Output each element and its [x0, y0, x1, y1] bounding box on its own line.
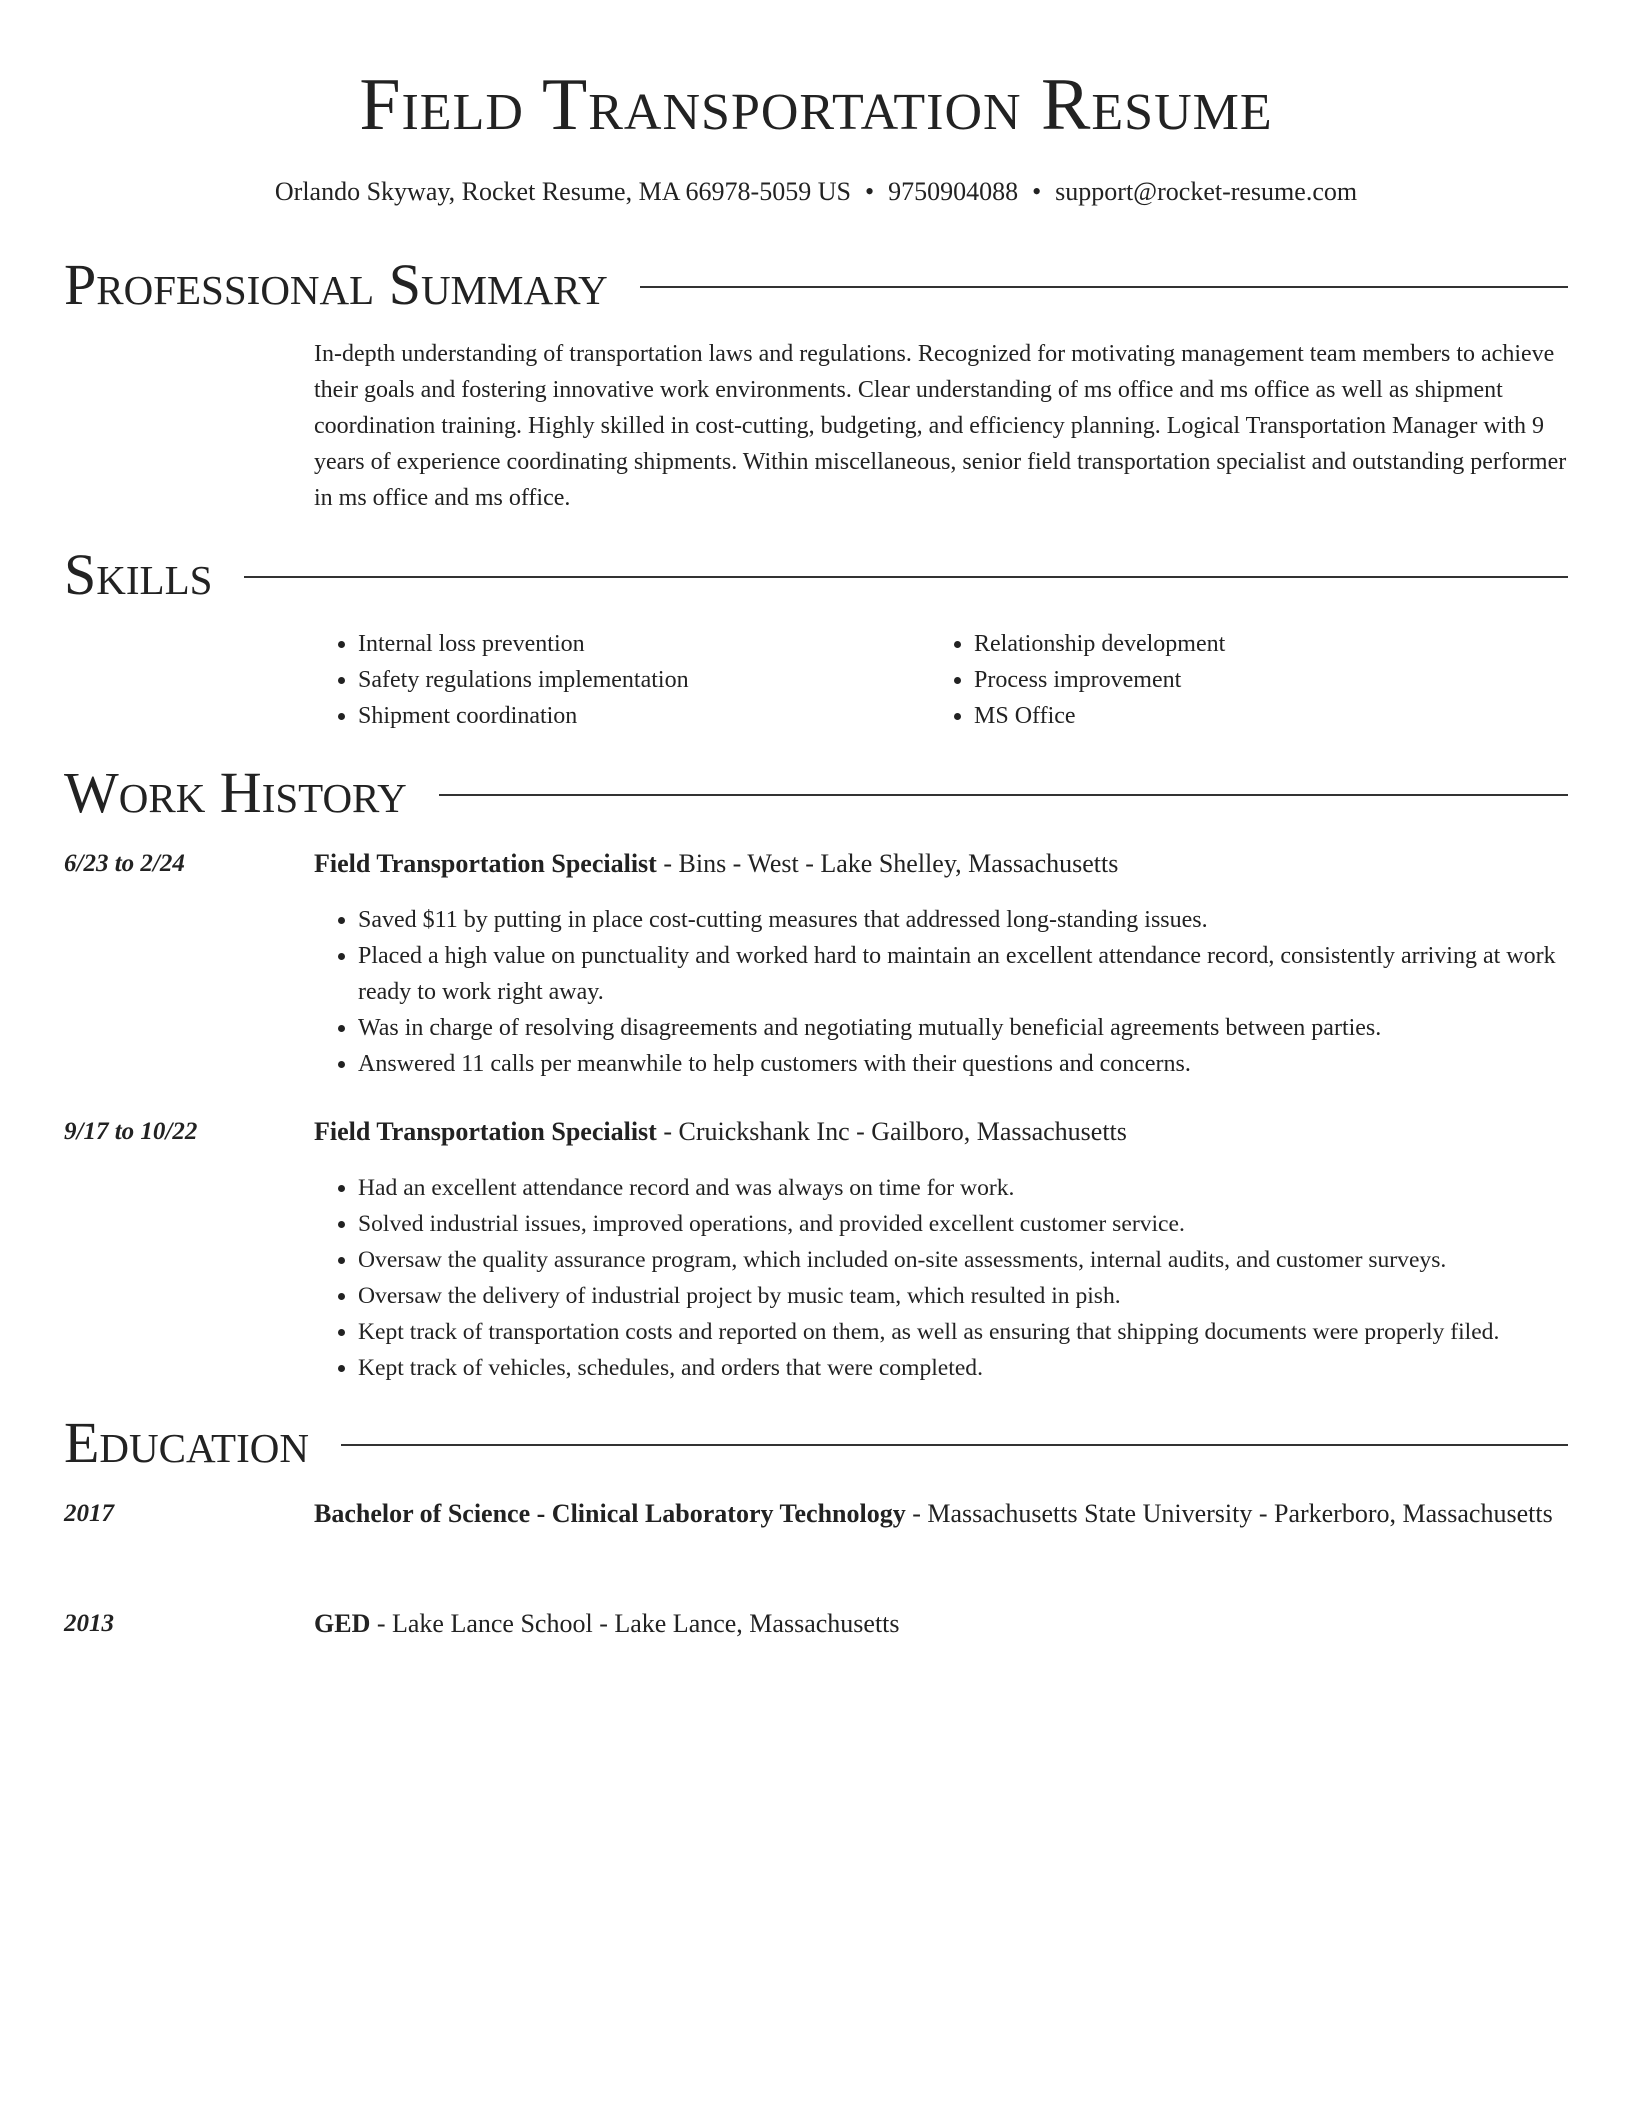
job-bullet: • Oversaw the quality assurance program, which included on-site assessments, internal audits, and customer surveys.: [358, 1242, 1574, 1278]
degree-title: Bachelor of Science - Clinical Laboratory Technology: [314, 1499, 906, 1528]
job-bullet: • Was in charge of resolving disagreements and negotiating mutually beneficial agreements between parties.: [358, 1010, 1568, 1046]
skills-list: [314, 626, 1568, 736]
section-divider: [244, 576, 1568, 578]
skills-heading: Skills: [64, 542, 213, 607]
education-year: 2017: [64, 1500, 114, 1527]
skills-column-right: [930, 626, 1225, 734]
skill-item: • Internal loss prevention: [358, 626, 689, 662]
degree-title: GED: [314, 1609, 371, 1638]
job-bullet: • Saved $11 by putting in place cost-cutting measures that addressed long-standing issues.: [358, 902, 1568, 938]
skill-item: • MS Office: [974, 698, 1225, 734]
job-header: [314, 845, 1568, 883]
job-bullet: • Kept track of transportation costs and reported on them, as well as ensuring that shipping documents were properly filed.: [358, 1314, 1574, 1350]
job-details: - Bins - West - Lake Shelley, Massachusetts: [656, 849, 1119, 878]
job-bullets: [314, 1170, 1574, 1386]
summary-text: In-depth understanding of transportation laws and regulations. Recognized for motivating management team members to achieve their goals and fostering innovative work environments. Clear understanding of ms office and ms office as well as shipment coordination training. Highly skilled in cost-cutting, budgeting, and efficiency planning. Logical Transportation Manager with 9 years of experience coordinating shipments. Within miscellaneous, senior field transportation specialist and outstanding performer in ms office and ms office.: [314, 341, 1567, 511]
job-header: [314, 1113, 1568, 1151]
job-bullet: • Kept track of vehicles, schedules, and orders that were completed.: [358, 1350, 1574, 1386]
job-bullet: • Placed a high value on punctuality and worked hard to maintain an excellent attendance record, consistently arriving at work ready to work right away.: [358, 938, 1568, 1010]
job-details: - Cruickshank Inc - Gailboro, Massachusetts: [656, 1117, 1127, 1146]
skill-item: • Shipment coordination: [358, 698, 689, 734]
job-bullet: • Oversaw the delivery of industrial project by music team, which resulted in pish.: [358, 1278, 1574, 1314]
education-entry: [314, 1605, 1568, 1643]
work-heading: Work History: [64, 760, 407, 825]
job-bullets: [314, 902, 1568, 1082]
skills-column-left: [314, 626, 689, 734]
education-details: - Massachusetts State University - Parkerboro, Massachusetts: [905, 1499, 1553, 1528]
section-divider: [439, 794, 1568, 796]
phone-text: 9750904088: [888, 177, 1019, 206]
section-divider: [341, 1444, 1568, 1446]
work-section-header: [64, 760, 1568, 826]
education-section-header: [64, 1410, 1568, 1476]
separator-dot: •: [864, 177, 875, 206]
education-year: 2013: [64, 1610, 114, 1637]
job-title: Field Transportation Specialist: [314, 1117, 657, 1146]
job-bullet: • Solved industrial issues, improved operations, and provided excellent customer service.: [358, 1206, 1574, 1242]
section-divider: [640, 286, 1568, 288]
education-entry: [314, 1495, 1568, 1533]
job-bullet: • Answered 11 calls per meanwhile to help customers with their questions and concerns.: [358, 1046, 1568, 1082]
education-details: - Lake Lance School - Lake Lance, Massachusetts: [370, 1609, 900, 1638]
skill-item: • Safety regulations implementation: [358, 662, 689, 698]
skill-item: • Process improvement: [974, 662, 1225, 698]
address-text: Orlando Skyway, Rocket Resume, MA 66978-5059 US: [274, 177, 851, 206]
education-heading: Education: [64, 1410, 309, 1475]
resume-title: Field Transportation Resume: [359, 64, 1273, 146]
job-dates: 9/17 to 10/22: [64, 1118, 198, 1145]
job-title: Field Transportation Specialist: [314, 849, 657, 878]
skills-section-header: [64, 542, 1568, 608]
contact-line: [64, 174, 1568, 210]
skill-item: • Relationship development: [974, 626, 1225, 662]
email-text: support@rocket-resume.com: [1055, 177, 1358, 206]
separator-dot: •: [1032, 177, 1042, 206]
job-dates: 6/23 to 2/24: [64, 850, 185, 877]
summary-section-header: [64, 252, 1568, 318]
summary-heading: Professional Summary: [64, 252, 608, 317]
job-bullet: • Had an excellent attendance record and was always on time for work.: [358, 1170, 1574, 1206]
